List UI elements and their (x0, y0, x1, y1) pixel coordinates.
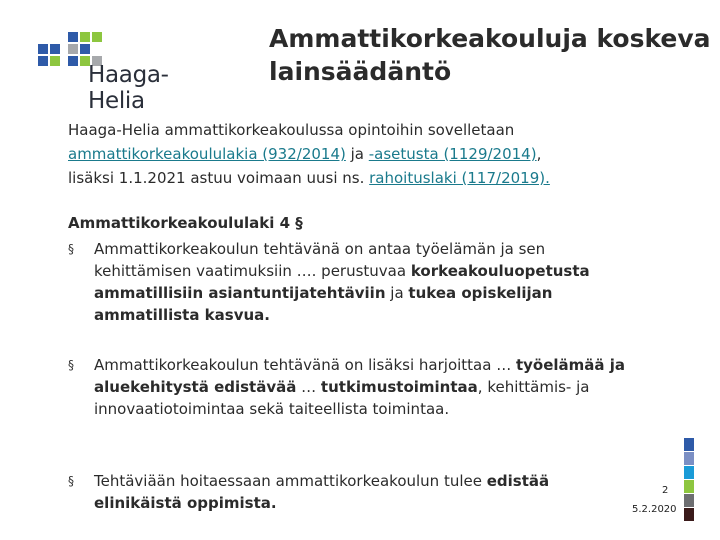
bullet-1-strong-1: korkeakouluopetusta ammatillisiin asiantuntijatehtäviin (94, 262, 590, 302)
intro-text-additionally: lisäksi 1.1.2021 astuu voimaan uusi ns. (68, 169, 370, 187)
bullet-2-text-3: , kehittämis- ja innovaatiotoimintaa sekä taiteellista toimintaa. (94, 378, 590, 418)
slide-date: 5.2.2020 (632, 504, 677, 515)
bullet-2-text-2: … (296, 378, 321, 396)
section-heading: Ammattikorkeakoululaki 4 § (68, 214, 303, 232)
color-bar-4 (684, 480, 694, 493)
title-line-2: lainsäädäntö (269, 57, 452, 86)
intro-line-1: Haaga-Helia ammattikorkeakoulussa opintoihin sovelletaan (68, 121, 515, 139)
section-mark-icon: § (68, 242, 74, 256)
bullet-2-text-1: Ammattikorkeakoulun tehtävänä on lisäksi harjoittaa … (94, 356, 516, 374)
bullet-3-text-1: Tehtäviään hoitaessaan ammattikorkeakoulun tulee (94, 472, 487, 490)
bullet-text (94, 354, 634, 420)
section-mark-icon: § (68, 474, 74, 488)
color-bar-3 (684, 466, 694, 479)
haaga-helia-logo (38, 32, 208, 114)
page-title (269, 22, 720, 88)
funding-law-link[interactable]: rahoituslaki (117/2019). (369, 169, 550, 187)
section-mark-icon: § (68, 358, 74, 372)
logo-text: Haaga-Helia (88, 62, 169, 114)
law-link[interactable]: ammattikorkeakoululakia (932/2014) (68, 145, 346, 163)
color-bar-2 (684, 452, 694, 465)
bullet-2-strong-2: tutkimustoimintaa (320, 378, 478, 396)
bullet-1-text-2: ja (385, 284, 409, 302)
bullet-3-strong-1: edistää elinikäistä oppimista. (94, 472, 550, 512)
intro-paragraph (68, 118, 668, 190)
bullet-1-strong-2: tukea opiskelijan ammatillista kasvua. (94, 284, 553, 324)
intro-line-2 (68, 142, 668, 166)
color-bar-6 (684, 508, 694, 521)
color-bar-5 (684, 494, 694, 507)
bullet-2-strong-1: työelämää ja aluekehitystä edistävää (94, 356, 626, 396)
page-number: 2 (662, 485, 669, 496)
title-line-1: Ammattikorkeakouluja koskeva (269, 24, 711, 53)
decree-link[interactable]: -asetusta (1129/2014) (368, 145, 537, 163)
bullet-text (94, 470, 634, 514)
color-bar-1 (684, 438, 694, 451)
bullet-text (94, 238, 634, 326)
intro-text-and: ja (345, 145, 369, 163)
bullet-1-text-1: Ammattikorkeakoulun tehtävänä on antaa työelämän ja sen kehittämisen vaatimuksiin …. perustuvaa (94, 240, 546, 280)
intro-comma: , (536, 145, 542, 163)
intro-line-3 (68, 166, 668, 190)
